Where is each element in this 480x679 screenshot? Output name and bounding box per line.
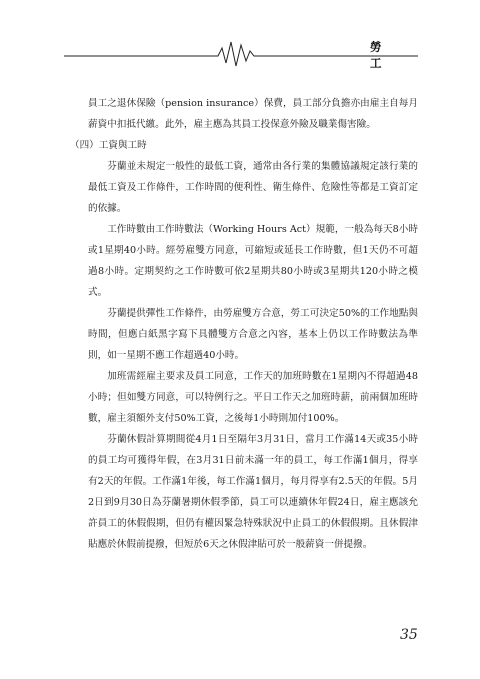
paragraph-annual-leave: 芬蘭休假計算期間從4月1日至隔年3月31日，當月工作滿14天或35小時的員工均可獲得年假，在3月31日前未滿一年的員工，每工作滿1個月，得享有2天的年假。工作滿1年後，每工作滿1個月，每月得享有2.5天的年假。5月2日到9月30日為芬蘭暑期休假季節，員工可以連續休年假24日，雇主應該允許員工的休假假期，但仍有權因緊急特殊狀況中止員工的休假假期。且休假津貼應於休假前提撥，但短於6天之休假津貼可於一般薪資一併提撥。 (88, 434, 418, 550)
section-heading-wages-hours: （四）工資與工時 (70, 140, 147, 151)
paragraph-minimum-wage: 芬蘭並未規定一般性的最低工資，通常由各行業的集體協議規定該行業的最低工資及工作條件，工作時間的便利性、衛生條件、危險性等都是工資訂定的依據。 (88, 161, 418, 214)
section-title: 勞工 (370, 40, 389, 70)
paragraph-insurance: 員工之退休保險（pension insurance）保費，員工部分負擔亦由雇主自每月薪資中扣抵代繳。此外，雇主應為其員工投保意外險及職業傷害險。 (88, 98, 418, 130)
paragraph-flexible-work: 芬蘭提供彈性工作條件，由勞雇雙方合意，勞工可決定50%的工作地點與時間，但應白紙黑字寫下具體雙方合意之內容，基本上仍以工作時數法為準則，如一星期不應工作超過40小時。 (88, 308, 418, 361)
paragraph-working-hours-act: 工作時數由工作時數法（Working Hours Act）規範，一般為每天8小時或1星期40小時。經勞雇雙方同意，可縮短或延長工作時數，但1天仍不可超過8小時。定期契約之工作時數可依2星期共80小時或3星期共120小時之模式。 (88, 224, 418, 298)
page-header (0, 30, 480, 70)
paragraph-overtime: 加班需經雇主要求及員工同意，工作天的加班時數在1星期內不得超過48小時；但如雙方同意，可以特例行之。平日工作天之加班時薪，前兩個加班時數，雇主須額外支付50%工資，之後每1小時則加付100%。 (88, 371, 418, 424)
page-body (70, 93, 418, 555)
heartbeat-line-ornament (0, 30, 480, 70)
page-number: 35 (400, 627, 418, 643)
